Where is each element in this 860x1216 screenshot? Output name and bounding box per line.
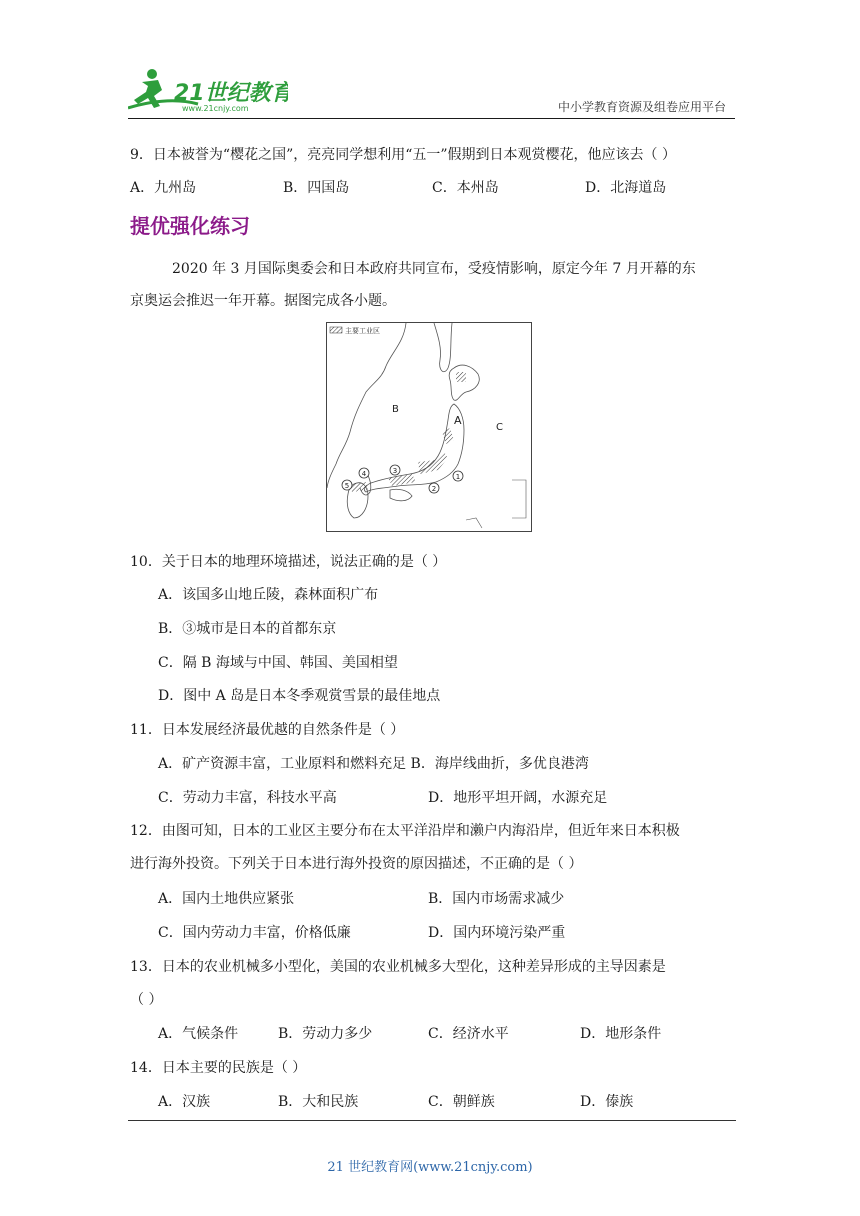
- svg-text:1: 1: [455, 473, 461, 481]
- q12-option-d: D．国内环境污染严重: [428, 925, 566, 941]
- q9-option-c: C．本州岛: [432, 180, 499, 196]
- q12-stem-line-2: 进行海外投资。下列关于日本进行海外投资的原因描述，不正确的是（ ）: [130, 856, 583, 872]
- japan-map: [326, 322, 532, 532]
- q13-stem-line-2: （ ）: [130, 992, 163, 1008]
- intro-line-1: 2020 年 3 月国际奥委会和日本政府共同宣布，受疫情影响，原定今年 7 月开幕的东: [172, 261, 696, 277]
- q11-option-d: D．地形平坦开阔，水源充足: [428, 790, 608, 806]
- svg-text:主要工业区: 主要工业区: [345, 327, 380, 335]
- site-logo: [128, 66, 288, 114]
- q10-stem: 10．关于日本的地理环境描述，说法正确的是（ ）: [130, 554, 447, 570]
- q13-option-b: B．劳动力多少: [278, 1026, 373, 1042]
- svg-text:3: 3: [392, 467, 398, 475]
- q11-option-c: C．劳动力丰富，科技水平高: [158, 790, 337, 806]
- q10-option-b: B．③城市是日本的首都东京: [158, 621, 337, 637]
- q12-option-b: B．国内市场需求减少: [428, 891, 565, 907]
- svg-text:4: 4: [361, 470, 367, 478]
- q13-option-a: A．气候条件: [158, 1026, 239, 1042]
- svg-text:5: 5: [344, 482, 350, 490]
- q14-stem: 14．日本主要的民族是（ ）: [130, 1060, 307, 1076]
- q9-option-d: D．北海道岛: [585, 180, 667, 196]
- q12-stem-line-1: 12．由图可知，日本的工业区主要分布在太平洋沿岸和濑户内海沿岸，但近年来日本积极: [130, 823, 680, 839]
- q11-option-ab: A．矿产资源丰富，工业原料和燃料充足 B．海岸线曲折，多优良港湾: [158, 756, 589, 772]
- q9-option-a: A．九州岛: [130, 180, 197, 196]
- q13-option-d: D．地形条件: [580, 1026, 662, 1042]
- header-divider: [128, 118, 735, 119]
- q14-option-a: A．汉族: [158, 1094, 211, 1110]
- q11-stem: 11．日本发展经济最优越的自然条件是（ ）: [130, 722, 405, 738]
- intro-line-2: 京奥运会推迟一年开幕。据图完成各小题。: [130, 293, 396, 309]
- q12-option-c: C．国内劳动力丰富，价格低廉: [158, 925, 351, 941]
- header-platform-text: 中小学教育资源及组卷应用平台: [557, 100, 726, 114]
- q10-option-a: A．该国多山地丘陵，森林面积广布: [158, 587, 379, 603]
- svg-text:21世纪教育: 21世纪教育: [174, 81, 288, 106]
- svg-text:C: C: [496, 422, 503, 433]
- q14-option-b: B．大和民族: [278, 1094, 359, 1110]
- q10-option-d: D．图中 A 岛是日本冬季观赏雪景的最佳地点: [158, 688, 441, 704]
- q13-option-c: C．经济水平: [428, 1026, 509, 1042]
- svg-text:2: 2: [431, 485, 437, 493]
- q14-option-c: C．朝鲜族: [428, 1094, 495, 1110]
- svg-text:B: B: [392, 404, 399, 415]
- svg-text:www.21cnjy.com: www.21cnjy.com: [182, 104, 249, 113]
- footer-divider: [128, 1120, 736, 1121]
- q10-option-c: C．隔 B 海域与中国、韩国、美国相望: [158, 655, 398, 671]
- section-title: 提优强化练习: [130, 214, 250, 238]
- q12-option-a: A．国内土地供应紧张: [158, 891, 295, 907]
- q14-option-d: D．傣族: [580, 1094, 634, 1110]
- q9-option-b: B．四国岛: [283, 180, 350, 196]
- q9-stem: 9．日本被誉为“樱花之国”，亮亮同学想利用“五一”假期到日本观赏樱花，他应该去（ ）: [130, 147, 676, 163]
- q13-stem-line-1: 13．日本的农业机械多小型化，美国的农业机械多大型化，这种差异形成的主导因素是: [130, 959, 666, 975]
- footer-link[interactable]: 21 世纪教育网(www.21cnjy.com): [327, 1160, 533, 1175]
- svg-text:A: A: [454, 414, 462, 427]
